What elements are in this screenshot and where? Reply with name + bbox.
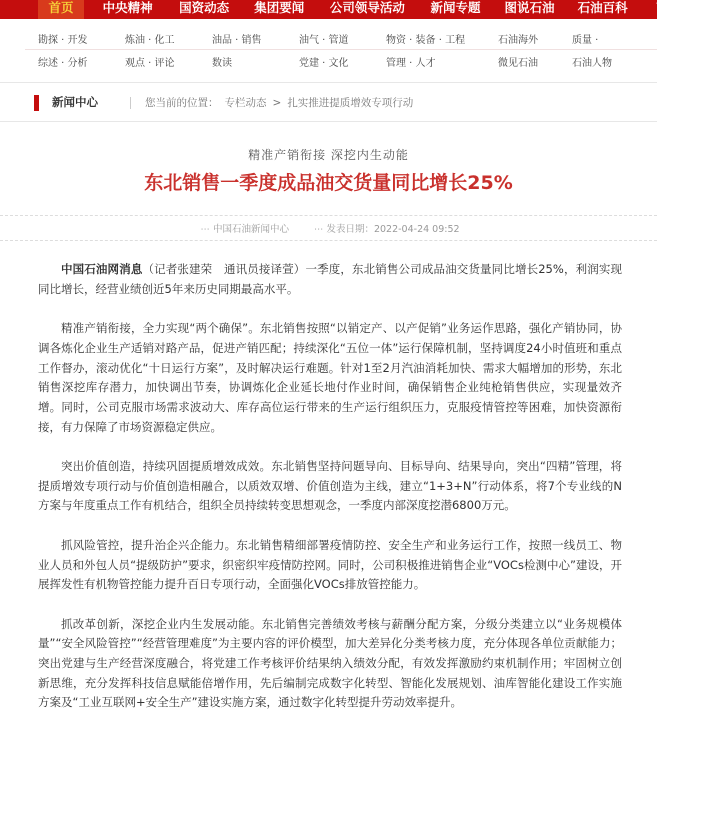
sub-nav-link[interactable]: 石油人物 <box>572 58 612 69</box>
article-date: 发表日期：2022-04-24 09:52 <box>326 224 460 235</box>
article-paragraph: 突出价值创造，持续巩固提质增效成效。东北销售坚持问题导向、目标导向、结果导向，突出“四精”管理，将提质增效专项行动与价值创造相融合，以质效双增、价值创造为主线，建立“1+3+N”行动体系，将7个专业线的N方案与年度重点工作有机结合，组织全员持续转变思想观念，一季度内部深度挖潜6800万元。 <box>38 459 622 513</box>
sub-nav-link[interactable]: 管理 · 人才 <box>386 58 436 69</box>
nav-item-sasac-news[interactable]: 国资动态 <box>179 0 230 15</box>
article-lead: 中国石油网消息 <box>61 262 143 276</box>
sub-nav-link[interactable]: 油品 · 销售 <box>212 35 262 46</box>
sub-nav-link[interactable]: 油气 · 管道 <box>299 35 349 46</box>
breadcrumb-separator: > <box>272 97 282 109</box>
sub-nav-link[interactable]: 党建 · 文化 <box>299 58 349 69</box>
sub-nav-row-2 <box>38 51 659 71</box>
top-nav-bar <box>0 0 694 19</box>
nav-item-specials[interactable]: 新闻专题 <box>430 0 481 15</box>
nav-item-hd[interactable]: 高清组 <box>655 0 694 15</box>
sub-nav-link[interactable]: 勘探 · 开发 <box>38 35 88 46</box>
breadcrumb-divider <box>130 97 131 109</box>
article-paragraph: 抓风险管控，提升治企兴企能力。东北销售精细部署疫情防控、安全生产和业务运行工作，按照一线员工、物业人员和外包人员“提级防护”要求，织密织牢疫情防控网。同时，公司积极推进销售企业“VOCs检测中心”建设，开展挥发性有机物管控能力提升百日专项行动，全面强化VOCs排放管控能力。 <box>38 537 622 592</box>
section-title[interactable]: 新闻中心 <box>52 95 98 109</box>
sub-nav-link[interactable]: 质量 · <box>572 35 599 46</box>
sub-nav-link[interactable]: 物资 · 装备 · 工程 <box>386 35 466 46</box>
nav-item-home[interactable]: 首页 <box>38 0 84 19</box>
nav-item-photo[interactable]: 图说石油 <box>504 0 555 15</box>
nav-item-leaders[interactable]: 公司领导活动 <box>329 0 405 15</box>
bullet-icon: ⋯ <box>200 224 210 235</box>
article-kicker: 精准产销衔接 深挖内生动能 <box>248 148 409 162</box>
article-paragraph: 抓改革创新，深挖企业内生发展动能。东北销售完善绩效考核与薪酬分配方案，分级分类建立以“业务规模体量”“安全风险管控”“经营管理难度”为主要内容的评价模型，加大差异化分类考核力度，充分体现各单位贡献能力；突出党建与生产经营深度融合，将党建工作考核评价结果纳入绩效分配，有效发挥激励约束机制作用；牢固树立创新思维，充分发挥科技信息赋能倍增作用，先后编制完成数字化转型、智能化发展规划、油库智能化建设工作实施方案及“工业互联网+安全生产”建设实施方案，通过数字化转型提升劳动效率提升。 <box>38 616 622 710</box>
article-title: 东北销售一季度成品油交货量同比增长25% <box>144 172 513 194</box>
article-meta <box>0 221 657 235</box>
meta-divider-bottom <box>0 240 657 241</box>
meta-divider-top <box>0 215 657 216</box>
nav-item-encyclopedia[interactable]: 石油百科 <box>577 0 628 15</box>
sub-nav <box>0 22 657 74</box>
breadcrumb <box>145 95 419 110</box>
sub-nav-link[interactable]: 微见石油 <box>498 58 538 69</box>
breadcrumb-prefix: 您当前的位置： <box>145 97 219 109</box>
article-body <box>38 260 622 733</box>
sub-nav-link[interactable]: 综述 · 分析 <box>38 58 88 69</box>
article-paragraph: 精准产销衔接，全力实现“两个确保”。东北销售按照“以销定产、以产促销”业务运作思路，强化产销协同，协调各炼化企业生产适销对路产品，促进产销匹配；持续深化“五位一体”运行保障机制，坚持调度24小时值班和重点工作督办，滚动优化“十日运行方案”，及时解决运行难题。针对1至2月汽油消耗加快、需求大幅增加的形势，东北销售深挖库存潜力，加快调出节奏，协调炼化企业延长地付作业时间，确保销售企业纯枪销售供应，实现量效齐增。同时，公司克服市场需求波动大、库存高位运行带来的生产运行组织压力，克服疫情管控等困难，加快资源衔接，有力保障了市场资源稳定供应。 <box>38 321 622 434</box>
section-accent-bar <box>34 95 39 111</box>
article-source: 中国石油新闻中心 <box>212 224 289 235</box>
breadcrumb-link-column[interactable]: 专栏动态 <box>224 97 267 109</box>
bullet-icon: ⋯ <box>313 224 324 235</box>
nav-item-group-news[interactable]: 集团要闻 <box>254 0 305 15</box>
sub-nav-link[interactable]: 观点 · 评论 <box>125 58 175 69</box>
nav-item-central-spirit[interactable]: 中央精神 <box>102 0 153 15</box>
sub-nav-link[interactable]: 石油海外 <box>498 35 538 46</box>
sub-nav-link[interactable]: 数读 <box>212 58 232 69</box>
article-paragraph: 中国石油网消息（记者张建荣 通讯员接译萱）一季度，东北销售公司成品油交货量同比增长25%，利润实现同比增长，经营业绩创近5年来历史同期最高水平。 <box>38 262 622 296</box>
sub-nav-row-1 <box>38 28 659 48</box>
sub-nav-link[interactable]: 炼油 · 化工 <box>125 35 175 46</box>
breadcrumb-link-topic[interactable]: 扎实推进提质增效专项行动 <box>287 97 414 109</box>
